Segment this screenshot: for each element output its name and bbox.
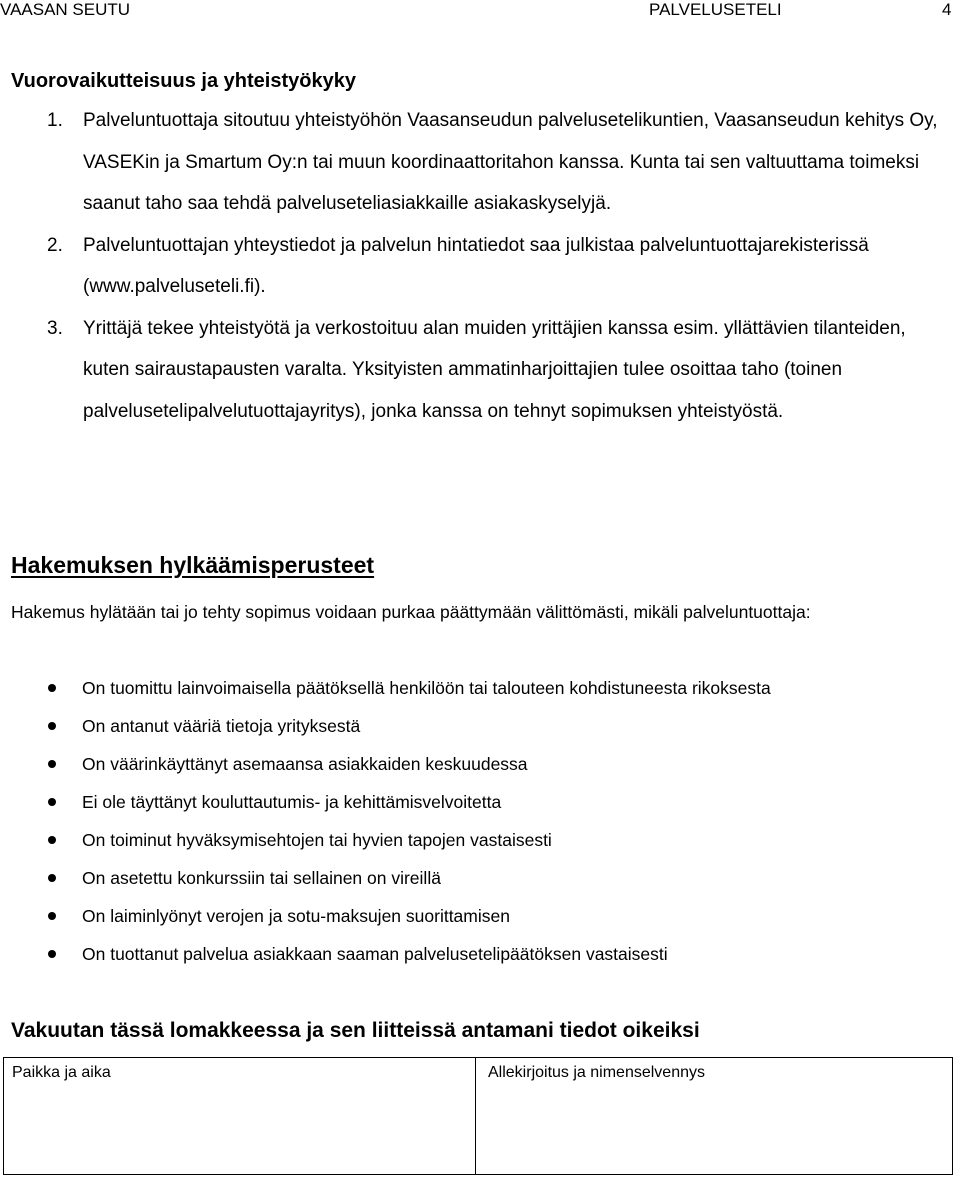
list-item-text: On toiminut hyväksymisehtojen tai hyvien tapojen vastaisesti <box>82 830 552 850</box>
list-item <box>11 821 951 859</box>
list-item <box>11 669 951 707</box>
list-item-text: On laiminlyönyt verojen ja sotu-maksujen suorittamisen <box>82 906 510 926</box>
list-item-text: Ei ole täyttänyt kouluttautumis- ja kehittämisvelvoitetta <box>82 792 502 812</box>
bullet-icon <box>48 798 56 806</box>
signature-label: Allekirjoitus ja nimenselvennys <box>488 1064 705 1081</box>
rejection-intro: Hakemus hylätään tai jo tehty sopimus voidaan purkaa päättymään välittömästi, mikäli palveluntuottaja: <box>11 602 811 622</box>
list-item <box>11 308 951 433</box>
list-item <box>11 783 951 821</box>
rejection-heading: Hakemuksen hylkäämisperusteet <box>11 552 375 578</box>
list-item-number: 2. <box>47 234 63 256</box>
cooperation-list <box>11 100 951 432</box>
page-header <box>0 0 960 22</box>
bullet-icon <box>48 684 56 692</box>
bullet-icon <box>48 722 56 730</box>
list-item-text: On väärinkäyttänyt asemaansa asiakkaiden keskuudessa <box>82 754 528 774</box>
rejection-criteria-list <box>11 669 951 973</box>
list-item <box>11 859 951 897</box>
header-region: VAASAN SEUTU <box>0 0 131 19</box>
list-item-text: On tuottanut palvelua asiakkaan saaman palvelusetelipäätöksen vastaisesti <box>82 944 668 964</box>
list-item <box>11 100 951 225</box>
header-document-title: PALVELUSETELI <box>649 0 782 19</box>
list-item-text: On antanut vääriä tietoja yrityksestä <box>82 716 361 736</box>
bullet-icon <box>48 950 56 958</box>
list-item-text: Palveluntuottajan yhteystiedot ja palvelun hintatiedot saa julkistaa palveluntuottajarekisterissä (www.palveluseteli.fi). <box>83 234 869 297</box>
bullet-icon <box>48 836 56 844</box>
place-date-field[interactable] <box>4 1058 476 1174</box>
list-item-number: 3. <box>47 317 63 339</box>
list-item-text: On tuomittu lainvoimaisella päätöksellä henkilöön tai talouteen kohdistuneesta rikoksesta <box>82 678 771 698</box>
page-number: 4 <box>942 0 952 19</box>
declaration-heading: Vakuutan tässä lomakkeessa ja sen liitteissä antamani tiedot oikeiksi <box>11 1019 700 1042</box>
cooperation-heading: Vuorovaikutteisuus ja yhteistyökyky <box>11 70 356 92</box>
list-item-text: On asetettu konkurssiin tai sellainen on vireillä <box>82 868 441 888</box>
bullet-icon <box>48 912 56 920</box>
list-item-number: 1. <box>47 110 63 131</box>
list-item <box>11 745 951 783</box>
place-date-label: Paikka ja aika <box>12 1064 111 1081</box>
bullet-icon <box>48 760 56 768</box>
list-item <box>11 707 951 745</box>
list-item-text: Palveluntuottaja sitoutuu yhteistyöhön Vaasanseudun palvelusetelikuntien, Vaasanseudun kehitys Oy, VASEKin ja Smartum Oy:n tai muun koordinaattoritahon kanssa. Kunta tai sen valtuuttama toimeksi saanut taho saa tehdä palveluseteliasiakkaille asiakaskyselyjä. <box>83 110 938 214</box>
signature-table <box>3 1057 953 1175</box>
list-item <box>11 897 951 935</box>
bullet-icon <box>48 874 56 882</box>
signature-field[interactable] <box>476 1058 952 1174</box>
list-item-text: Yrittäjä tekee yhteistyötä ja verkostoituu alan muiden yrittäjien kanssa esim. yllättävien tilanteiden, kuten sairaustapausten varalta. Yksityisten ammatinharjoittajien tulee osoittaa taho (toinen palvelusetelipalvelutuottajayritys), jonka kanssa on tehnyt sopimuksen yhteistyöstä. <box>83 317 906 422</box>
list-item <box>11 935 951 973</box>
list-item <box>11 225 951 308</box>
